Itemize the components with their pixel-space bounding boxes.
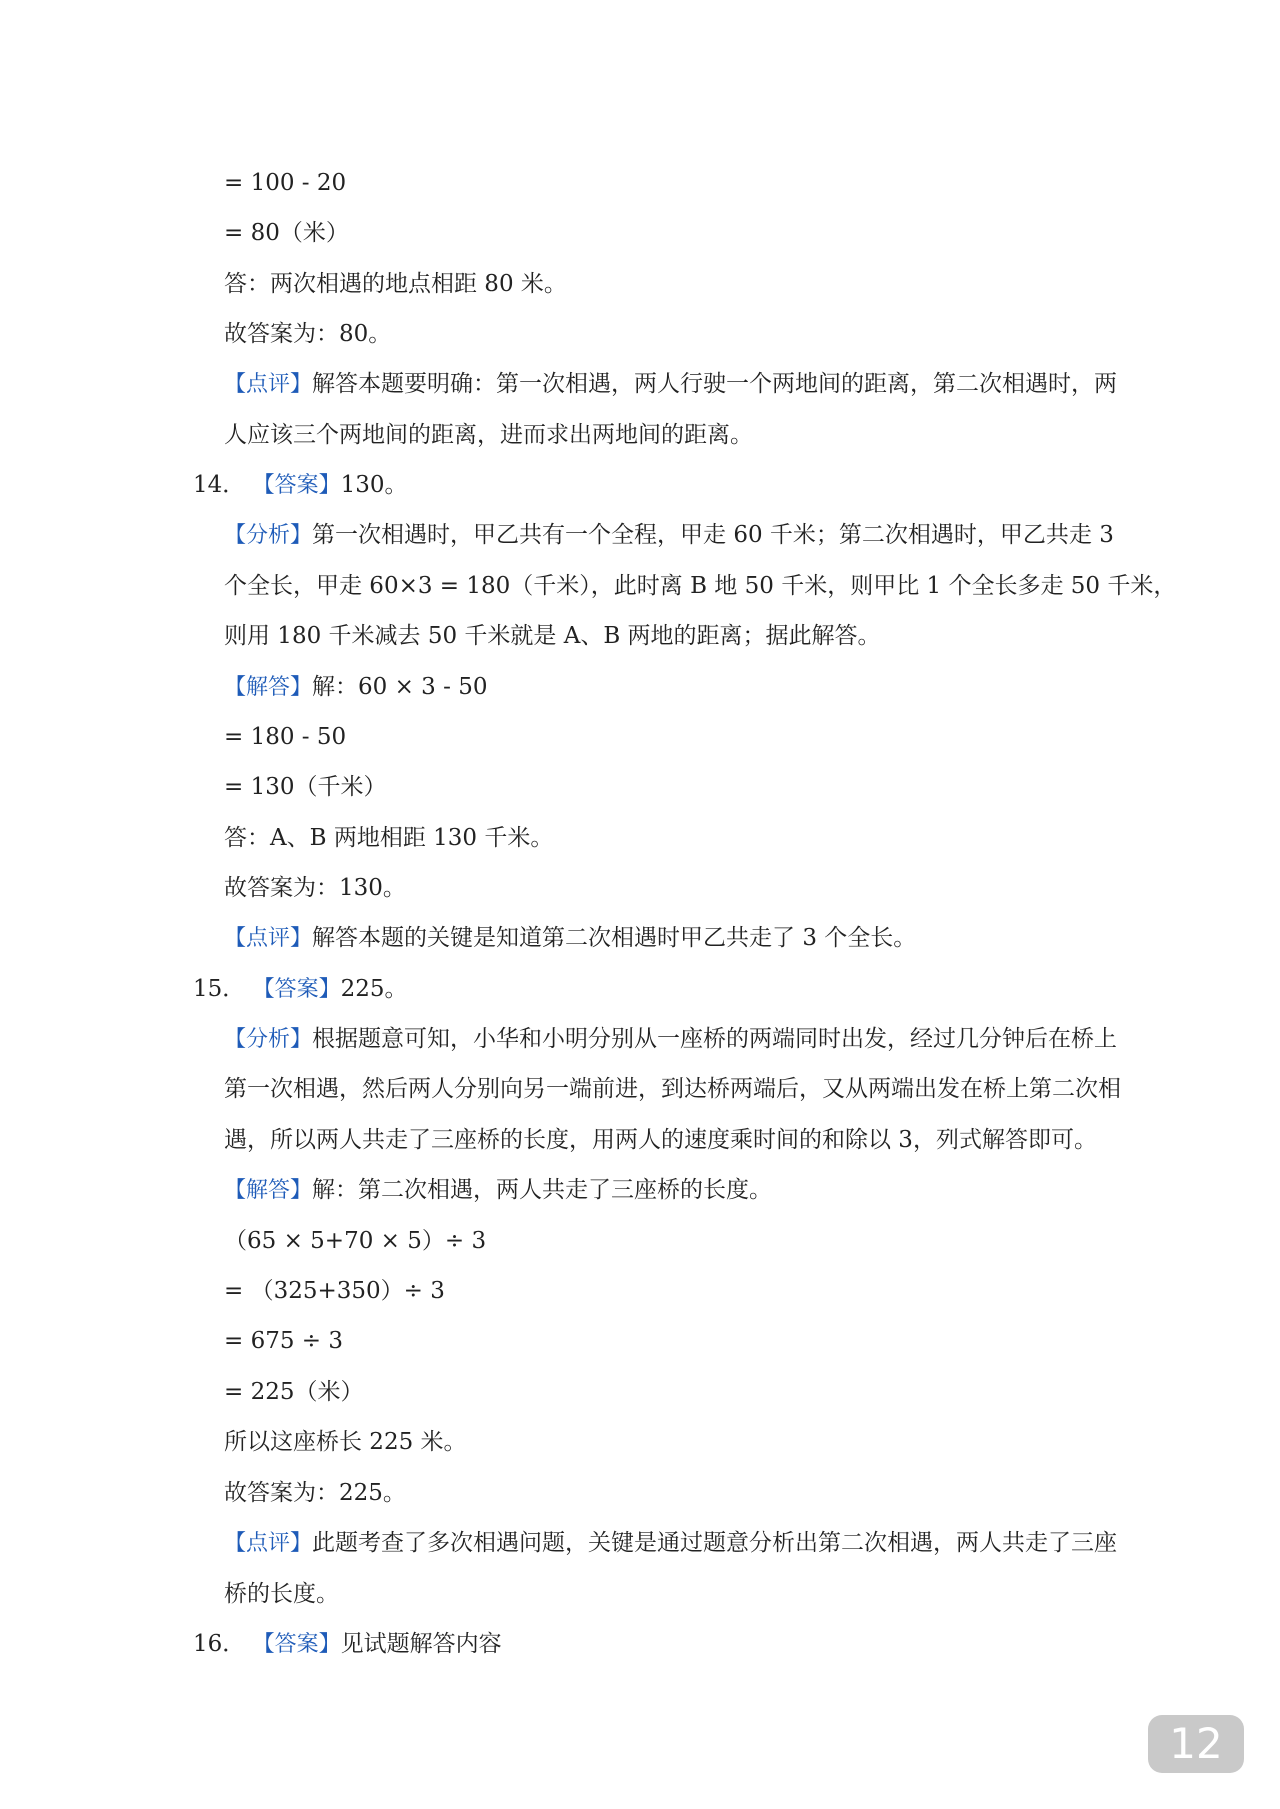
answer-statement (224, 268, 567, 300)
text-run: 人应该三个两地间的距离，进而求出两地间的距离。 (224, 422, 753, 448)
text-run: 答：A、B 两地相距 130 千米。 (224, 825, 554, 851)
q14-analysis-line (224, 570, 1176, 602)
text-run: 解答本题的关键是知道第二次相遇时甲乙共走了 3 个全长。 (312, 925, 917, 951)
review-tag: 【点评】 (224, 926, 313, 951)
q15-solution-line (224, 1275, 445, 1307)
answer-tag: 【答案】 (252, 473, 341, 498)
q14-solution-line (224, 771, 386, 803)
q14-review-line (224, 922, 916, 955)
review-tag: 【点评】 (224, 372, 313, 397)
text-run: 遇，所以两人共走了三座桥的长度，用两人的速度乘时间的和除以 3，列式解答即可。 (224, 1127, 1097, 1153)
answer-tag: 【答案】 (252, 1632, 341, 1657)
q14-solution-line (224, 872, 406, 904)
q15-analysis-line (224, 1073, 1121, 1105)
review-tag: 【点评】 (224, 1531, 313, 1556)
q15-solution-line (224, 1174, 772, 1207)
text-run: 所以这座桥长 225 米。 (224, 1429, 467, 1455)
text-run: 第一次相遇，然后两人分别向另一端前进，到达桥两端后，又从两端出发在桥上第二次相 (224, 1076, 1121, 1102)
question-number: 16． (193, 1631, 246, 1657)
text-run: = 225（米） (224, 1379, 364, 1405)
text-run: = 100 - 20 (224, 170, 347, 196)
review-line (224, 419, 753, 451)
text-run: 则用 180 千米减去 50 千米就是 A、B 两地的距离；据此解答。 (224, 623, 881, 649)
question-number: 14． (193, 472, 246, 498)
answer-tag: 【答案】 (252, 977, 341, 1002)
q14-solution-line (224, 671, 487, 704)
answer-value: 见试题解答内容 (340, 1631, 502, 1657)
q14-answer-line (193, 469, 408, 502)
q15-solution-line (224, 1477, 406, 1509)
q14-analysis-line (224, 519, 1114, 552)
q15-answer-line (193, 973, 408, 1006)
text-run: 此题考查了多次相遇问题，关键是通过题意分析出第二次相遇，两人共走了三座 (312, 1530, 1118, 1556)
analysis-tag: 【分析】 (224, 1027, 313, 1052)
text-run: = 80（米） (224, 220, 349, 246)
text-run: 故答案为：80。 (224, 321, 392, 347)
text-run: 答：两次相遇的地点相距 80 米。 (224, 271, 567, 297)
question-number: 15． (193, 976, 246, 1002)
answer-value: 225。 (340, 976, 408, 1002)
q16-answer-line (193, 1628, 502, 1661)
q14-analysis-line (224, 620, 881, 652)
q15-solution-line (224, 1225, 486, 1257)
solution-tag: 【解答】 (224, 675, 313, 700)
text-run: 故答案为：225。 (224, 1480, 406, 1506)
text-run: = 675 ÷ 3 (224, 1328, 344, 1354)
page-number-badge: 12 (1148, 1715, 1244, 1773)
q15-review-line (224, 1578, 339, 1610)
answer-value: 130。 (340, 472, 408, 498)
text-run: （65 × 5+70 × 5）÷ 3 (224, 1228, 487, 1254)
text-run: 第一次相遇时，甲乙共有一个全程，甲走 60 千米；第二次相遇时，甲乙共走 3 (312, 522, 1114, 548)
final-answer (224, 318, 391, 350)
calc-line (224, 167, 346, 199)
text-run: 故答案为：130。 (224, 875, 406, 901)
text-run: = 130（千米） (224, 774, 387, 800)
text-run: 个全长，甲走 60×3 = 180（千米），此时离 B 地 50 千米，则甲比 1 个全长多走 50 千米， (224, 573, 1177, 599)
text-run: = （325+350）÷ 3 (224, 1278, 445, 1304)
q15-analysis-line (224, 1124, 1097, 1156)
q14-solution-line (224, 721, 346, 753)
text-run: 根据题意可知，小华和小明分别从一座桥的两端同时出发，经过几分钟后在桥上 (312, 1026, 1118, 1052)
q14-solution-line (224, 822, 553, 854)
q15-analysis-line (224, 1023, 1117, 1056)
text-run: 解答本题要明确：第一次相遇，两人行驶一个两地间的距离，第二次相遇时，两 (312, 371, 1118, 397)
q15-solution-line (224, 1325, 343, 1357)
analysis-tag: 【分析】 (224, 523, 313, 548)
text-run: 桥的长度。 (224, 1581, 339, 1607)
text-run: = 180 - 50 (224, 724, 347, 750)
review-line (224, 368, 1117, 401)
text-run: 解：60 × 3 - 50 (312, 674, 488, 700)
q15-solution-line (224, 1376, 363, 1408)
q15-solution-line (224, 1426, 467, 1458)
calc-line (224, 217, 349, 249)
solution-tag: 【解答】 (224, 1178, 313, 1203)
text-run: 解：第二次相遇，两人共走了三座桥的长度。 (312, 1177, 773, 1203)
q15-review-line (224, 1527, 1117, 1560)
